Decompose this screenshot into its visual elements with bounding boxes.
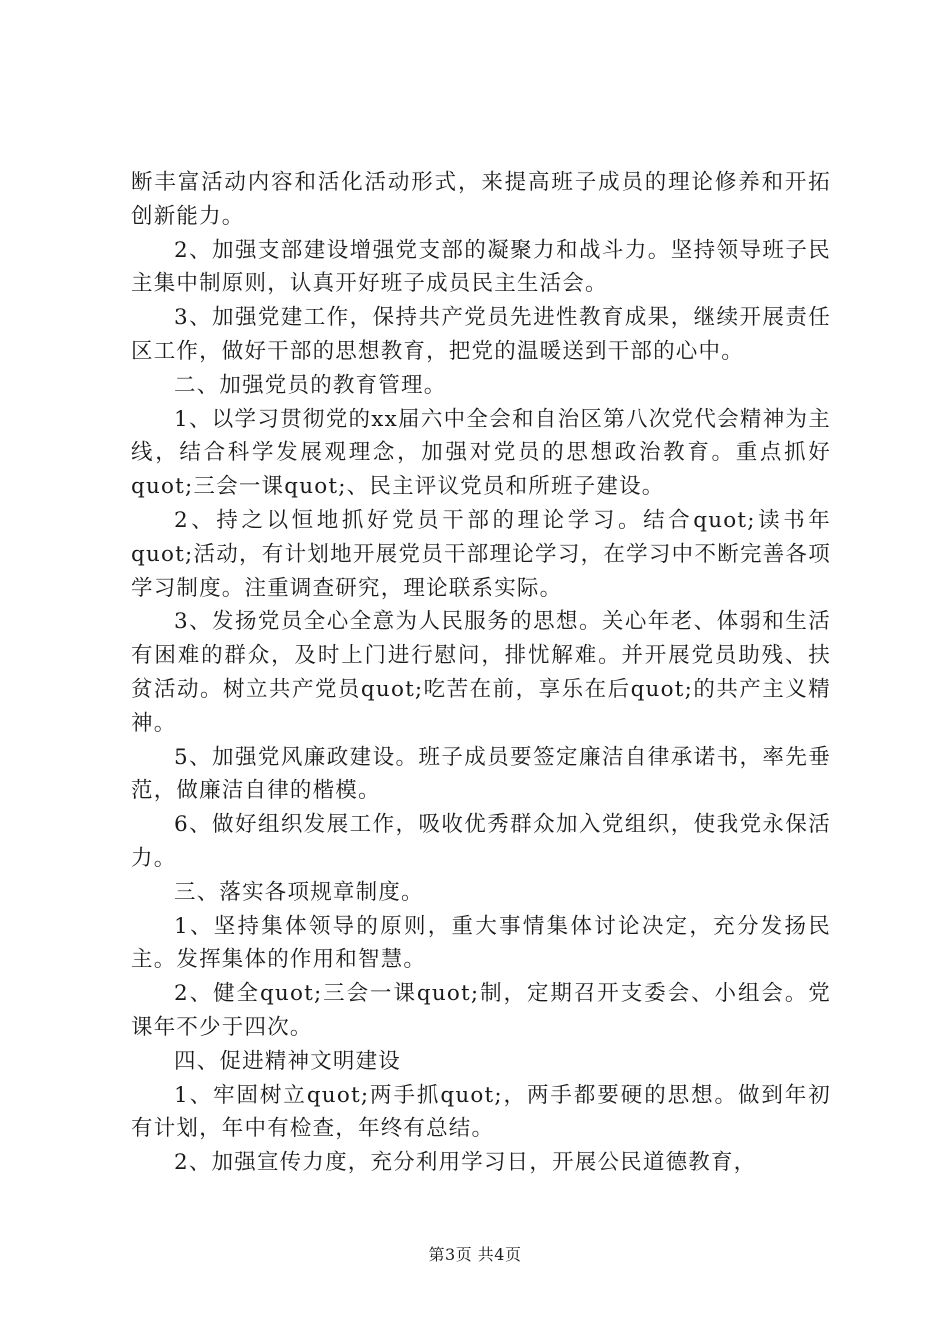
section-heading: 四、促进精神文明建设 (174, 1048, 402, 1074)
page-number: 第3页 共4页 (428, 1245, 522, 1264)
paragraph: 5、加强党风廉政建设。班子成员要签定廉洁自律承诺书，率先垂范，做廉洁自律的楷模。 (131, 744, 831, 804)
paragraph: 2、健全quot;三会一课quot;制，定期召开支委会、小组会。党课年不少于四次。 (131, 981, 831, 1040)
paragraph: 3、发扬党员全心全意为人民服务的思想。关心年老、体弱和生活有困难的群众，及时上门进行慰问，排忧解难。并开展党员助残、扶贫活动。树立共产党员quot;吃苦在前，享乐在后quot;的共产主义精神。 (131, 609, 831, 736)
paragraph: 2、加强宣传力度，充分利用学习日，开展公民道德教育， (174, 1150, 757, 1176)
paragraph: 2、持之以恒地抓好党员干部的理论学习。结合quot;读书年quot;活动，有计划地开展党员干部理论学习，在学习中不断完善各项学习制度。注重调查研究，理论联系实际。 (131, 507, 831, 601)
section-heading: 二、加强党员的教育管理。 (174, 372, 447, 398)
paragraph: 6、做好组织发展工作，吸收优秀群众加入党组织，使我党永保活力。 (131, 812, 831, 871)
paragraph: 1、以学习贯彻党的xx届六中全会和自治区第八次党代会精神为主线，结合科学发展观理念，加强对党员的思想政治教育。重点抓好quot;三会一课quot;、民主评议党员和所班子建设。 (131, 406, 831, 500)
page-footer (0, 1242, 950, 1265)
paragraph: 2、加强支部建设增强党支部的凝聚力和战斗力。坚持领导班子民主集中制原则，认真开好班子成员民主生活会。 (131, 237, 831, 297)
paragraph: 1、牢固树立quot;两手抓quot;，两手都要硬的思想。做到年初有计划，年中有检查，年终有总结。 (131, 1082, 831, 1142)
paragraph: 断丰富活动内容和活化活动形式，来提高班子成员的理论修养和开拓创新能力。 (131, 170, 831, 229)
document-body (131, 166, 831, 1180)
paragraph: 1、坚持集体领导的原则，重大事情集体讨论决定，充分发扬民主。发挥集体的作用和智慧。 (131, 913, 831, 973)
section-heading: 三、落实各项规章制度。 (174, 879, 424, 905)
paragraph: 3、加强党建工作，保持共产党员先进性教育成果，继续开展责任区工作，做好干部的思想教育，把党的温暖送到干部的心中。 (131, 305, 831, 364)
